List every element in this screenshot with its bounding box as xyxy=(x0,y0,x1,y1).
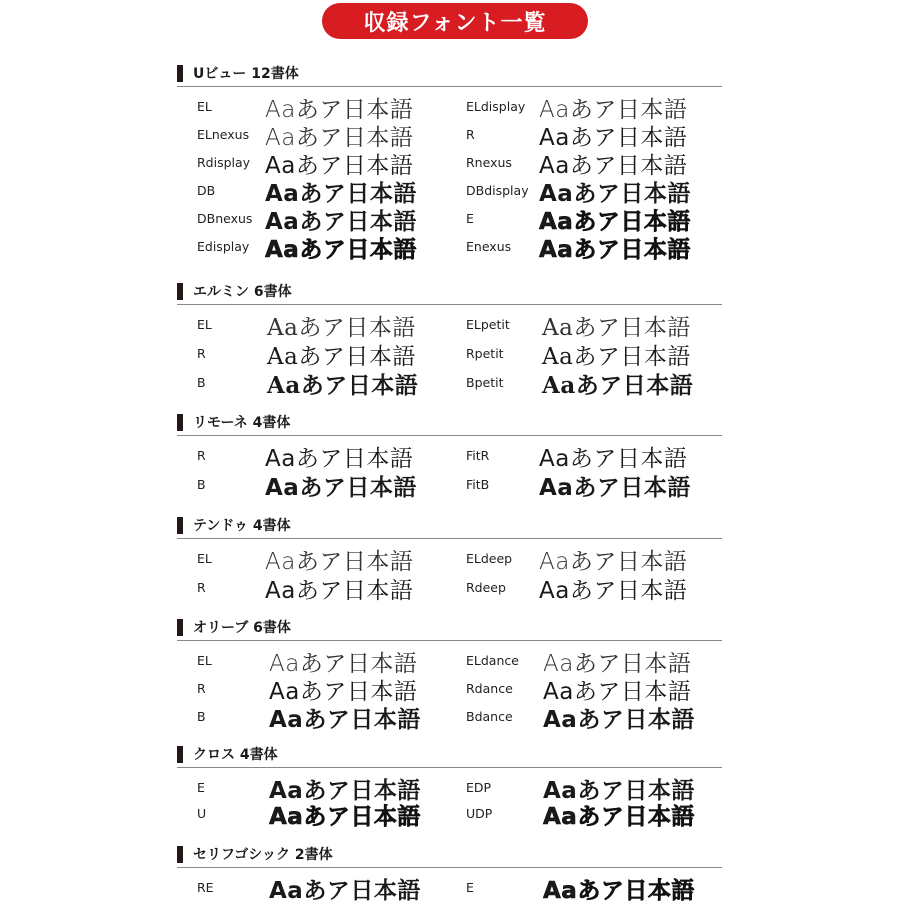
font-weight-label: B xyxy=(197,375,206,390)
font-sample: Aaあア日本語 xyxy=(539,237,691,263)
font-weight-label: E xyxy=(197,780,205,795)
font-weight-label: ELdisplay xyxy=(466,99,526,114)
font-sample: Aaあア日本語 xyxy=(543,707,695,733)
font-weight-label: Edisplay xyxy=(197,239,250,254)
font-sample: Aaあア日本語 xyxy=(539,181,691,207)
font-row xyxy=(177,338,722,370)
font-section-tendu xyxy=(177,514,722,604)
font-sample: Aaあア日本語 xyxy=(265,97,414,123)
font-section-cross xyxy=(177,743,722,830)
font-sample: Aaあア日本語 xyxy=(269,778,421,804)
font-row xyxy=(177,309,722,341)
font-row xyxy=(177,645,722,677)
font-sample: Aaあア日本語 xyxy=(265,237,417,263)
font-weight-label: ELpetit xyxy=(466,317,510,332)
font-sample: Aaあア日本語 xyxy=(539,549,688,575)
section-header xyxy=(177,616,722,641)
font-row xyxy=(177,872,722,904)
font-sample: Aaあア日本語 xyxy=(265,181,417,207)
section-title: オリーブ 6書体 xyxy=(193,620,291,636)
font-sample: Aaあア日本語 xyxy=(265,446,414,472)
font-weight-label: Enexus xyxy=(466,239,512,254)
font-weight-label: ELdeep xyxy=(466,551,513,566)
section-title: リモーネ 4書体 xyxy=(193,415,291,431)
font-sample: Aaあア日本語 xyxy=(539,475,691,501)
section-marker-icon xyxy=(177,283,183,300)
font-sample: Aaあア日本語 xyxy=(265,475,417,501)
section-header xyxy=(177,843,722,868)
section-header xyxy=(177,743,722,768)
font-weight-label: R xyxy=(197,580,206,595)
font-row xyxy=(177,175,722,207)
font-weight-label: EL xyxy=(197,551,212,566)
font-sample: Aaあア日本語 xyxy=(539,153,688,179)
font-sample: Aaあア日本語 xyxy=(543,778,695,804)
section-title: Uビュー 12書体 xyxy=(193,66,299,82)
font-row xyxy=(177,701,722,733)
section-header xyxy=(177,514,722,539)
font-section-olive xyxy=(177,616,722,733)
font-sample: Aaあア日本語 xyxy=(539,209,691,235)
section-title: セリフゴシック 2書体 xyxy=(193,847,333,863)
section-header xyxy=(177,62,722,87)
section-header xyxy=(177,411,722,436)
font-sample: Aaあア日本語 xyxy=(543,651,692,677)
font-sample: Aaあア日本語 xyxy=(267,372,419,399)
font-sample: Aaあア日本語 xyxy=(543,679,692,705)
font-sample: Aaあア日本語 xyxy=(265,209,417,235)
font-sample: Aaあア日本語 xyxy=(542,344,691,370)
font-weight-label: Bdance xyxy=(466,709,513,724)
font-row xyxy=(177,543,722,575)
font-weight-label: Rdeep xyxy=(466,580,506,595)
font-weight-label: DBdisplay xyxy=(466,183,529,198)
font-weight-label: EL xyxy=(197,317,212,332)
font-row xyxy=(177,119,722,151)
page-title: 収録フォント一覧 xyxy=(363,10,547,36)
font-weight-label: UDP xyxy=(466,806,493,821)
font-weight-label: B xyxy=(197,709,206,724)
font-sample: Aaあア日本語 xyxy=(269,679,418,705)
font-weight-label: B xyxy=(197,477,206,492)
font-weight-label: FitR xyxy=(466,448,490,463)
font-row xyxy=(177,469,722,501)
font-weight-label: R xyxy=(197,681,206,696)
font-weight-label: Rdisplay xyxy=(197,155,251,170)
font-weight-label: DB xyxy=(197,183,216,198)
font-row xyxy=(177,772,722,804)
font-section-uview xyxy=(177,62,722,263)
font-weight-label: R xyxy=(197,448,206,463)
font-sample: Aaあア日本語 xyxy=(269,804,421,830)
font-sample: Aaあア日本語 xyxy=(539,125,688,151)
font-row xyxy=(177,572,722,604)
font-row xyxy=(177,203,722,235)
section-header xyxy=(177,280,722,305)
font-sample: Aaあア日本語 xyxy=(265,549,414,575)
font-sample: Aaあア日本語 xyxy=(265,578,414,604)
page-title-banner xyxy=(322,3,588,39)
font-sample: Aaあア日本語 xyxy=(269,651,418,677)
font-weight-label: RE xyxy=(197,880,214,895)
font-sample: Aaあア日本語 xyxy=(269,878,421,904)
font-weight-label: Rdance xyxy=(466,681,513,696)
font-weight-label: U xyxy=(197,806,207,821)
section-title: エルミン 6書体 xyxy=(193,284,292,300)
font-row xyxy=(177,367,722,399)
font-weight-label: ELdance xyxy=(466,653,519,668)
section-marker-icon xyxy=(177,517,183,534)
section-marker-icon xyxy=(177,65,183,82)
font-section-limone xyxy=(177,411,722,501)
font-weight-label: EL xyxy=(197,99,212,114)
font-weight-label: Rpetit xyxy=(466,346,504,361)
section-marker-icon xyxy=(177,746,183,763)
font-weight-label: Bpetit xyxy=(466,375,504,390)
font-sample: Aaあア日本語 xyxy=(542,315,691,341)
font-weight-label: E xyxy=(466,880,474,895)
font-sample: Aaあア日本語 xyxy=(269,707,421,733)
font-weight-label: ELnexus xyxy=(197,127,250,142)
font-weight-label: Rnexus xyxy=(466,155,512,170)
font-sample: Aaあア日本語 xyxy=(539,97,688,123)
font-weight-label: R xyxy=(197,346,206,361)
font-weight-label: FitB xyxy=(466,477,490,492)
font-section-elmin xyxy=(177,280,722,399)
font-section-serif-gothic xyxy=(177,843,722,904)
section-marker-icon xyxy=(177,846,183,863)
font-row xyxy=(177,231,722,263)
section-marker-icon xyxy=(177,414,183,431)
section-marker-icon xyxy=(177,619,183,636)
font-row xyxy=(177,673,722,705)
font-sample: Aaあア日本語 xyxy=(265,125,414,151)
font-weight-label: DBnexus xyxy=(197,211,253,226)
font-sample: Aaあア日本語 xyxy=(543,878,695,904)
font-weight-label: EL xyxy=(197,653,212,668)
font-sample: Aaあア日本語 xyxy=(267,315,416,341)
font-row xyxy=(177,440,722,472)
font-row xyxy=(177,798,722,830)
font-sample: Aaあア日本語 xyxy=(267,344,416,370)
font-row xyxy=(177,91,722,123)
section-title: クロス 4書体 xyxy=(193,747,278,763)
font-sample: Aaあア日本語 xyxy=(543,804,695,830)
font-sample: Aaあア日本語 xyxy=(539,578,688,604)
font-sample: Aaあア日本語 xyxy=(265,153,414,179)
font-sample: Aaあア日本語 xyxy=(539,446,688,472)
font-weight-label: EDP xyxy=(466,780,492,795)
font-row xyxy=(177,147,722,179)
section-title: テンドゥ 4書体 xyxy=(193,518,291,534)
font-weight-label: R xyxy=(466,127,475,142)
font-weight-label: E xyxy=(466,211,474,226)
font-sample: Aaあア日本語 xyxy=(542,372,694,399)
